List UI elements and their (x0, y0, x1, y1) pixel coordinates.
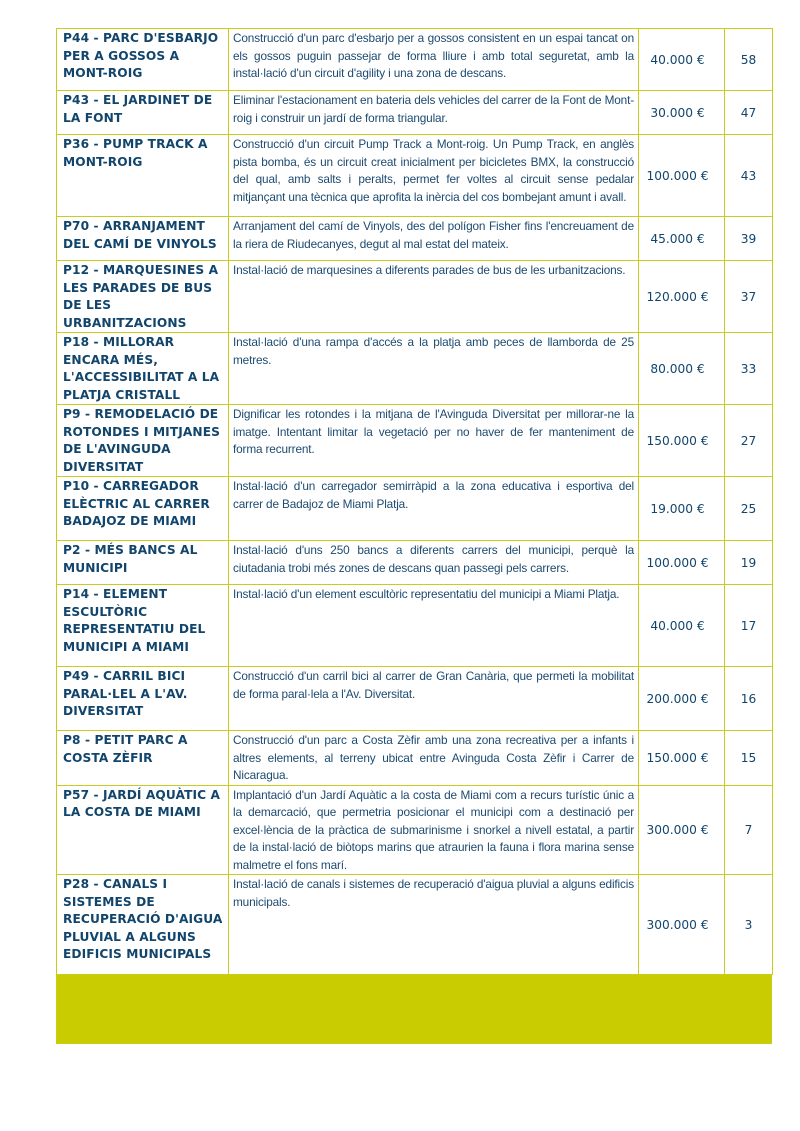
project-description: Instal·lació d'uns 250 bancs a diferents carrers del municipi, perquè la ciutadania trobi més zones de descans quan passegi pels carrers. (233, 543, 634, 575)
project-description: Dignificar les rotondes i la mitjana de l'Avinguda Diversitat per millorar-ne la imatge. Intentant limitar la vegetació per no haver de fer manteniment de forma recurrent. (233, 407, 634, 456)
project-votes: 3 (725, 875, 773, 975)
table-row (57, 477, 773, 541)
project-description-cell (229, 217, 639, 261)
project-description-cell (229, 29, 639, 91)
project-title-cell (57, 875, 229, 975)
project-description: Construcció d'un circuit Pump Track a Mont-roig. Un Pump Track, en anglès pista bomba, és un circuit creat inicialment per bicicletes BMX, la construcció del qual, amb salts i peralts, permet fer voltes al circuit sense pedalar mitjançant una tècnica que aprofita la inèrcia del cos bombejant amunt i avall. (233, 137, 634, 204)
project-votes: 37 (725, 261, 773, 333)
project-description: Instal·lació d'un carregador semirràpid a la zona educativa i esportiva del carrer de Badajoz de Miami Platja. (233, 479, 634, 511)
project-votes: 43 (725, 135, 773, 217)
project-title: P9 - REMODELACIÓ DE ROTONDES I MITJANES DE L'AVINGUDA DIVERSITAT (63, 407, 221, 474)
project-description: Instal·lació de canals i sistemes de recuperació d'aigua pluvial a alguns edificis municipals. (233, 877, 634, 909)
projects-table (56, 28, 773, 975)
project-votes: 17 (725, 585, 773, 667)
project-title-cell (57, 217, 229, 261)
project-title: P70 - ARRANJAMENT DEL CAMÍ DE VINYOLS (63, 219, 217, 251)
project-title-cell (57, 731, 229, 786)
project-title: P14 - ELEMENT ESCULTÒRIC REPRESENTATIU DEL MUNICIPI A MIAMI (63, 587, 206, 654)
project-title: P28 - CANALS I SISTEMES DE RECUPERACIÓ D'AIGUA PLUVIAL A ALGUNS EDIFICIS MUNICIPALS (63, 877, 223, 961)
project-amount: 100.000 € (639, 541, 725, 585)
project-description: Construcció d'un parc d'esbarjo per a gossos consistent en un espai tancat on els gossos puguin passejar de forma lliure i amb total seguretat, amb la instal·lació d'un circuit d'agility i una zona de descans. (233, 31, 634, 80)
project-title: P44 - PARC D'ESBARJO PER A GOSSOS A MONT-ROIG (63, 31, 219, 80)
project-title: P10 - CARREGADOR ELÈCTRIC AL CARRER BADAJOZ DE MIAMI (63, 479, 210, 528)
project-title-cell (57, 585, 229, 667)
project-title: P49 - CARRIL BICI PARAL·LEL A L'AV. DIVERSITAT (63, 669, 188, 718)
project-votes: 25 (725, 477, 773, 541)
project-description-cell (229, 541, 639, 585)
table-row (57, 135, 773, 217)
project-description-cell (229, 667, 639, 731)
project-amount: 200.000 € (639, 667, 725, 731)
project-description: Arranjament del camí de Vinyols, des del polígon Fisher fins l'encreuament de la riera de Riudecanyes, degut al mal estat del mateix. (233, 219, 634, 251)
project-title: P36 - PUMP TRACK A MONT-ROIG (63, 137, 208, 169)
project-title-cell (57, 405, 229, 477)
footer-color-band (56, 975, 772, 1044)
project-title-cell (57, 333, 229, 405)
project-votes: 47 (725, 91, 773, 135)
project-description-cell (229, 785, 639, 875)
project-description-cell (229, 731, 639, 786)
project-title-cell (57, 91, 229, 135)
project-votes: 7 (725, 785, 773, 875)
project-amount: 300.000 € (639, 875, 725, 975)
project-title: P43 - EL JARDINET DE LA FONT (63, 93, 213, 125)
project-amount: 100.000 € (639, 135, 725, 217)
project-votes: 27 (725, 405, 773, 477)
table-row (57, 91, 773, 135)
table-row (57, 405, 773, 477)
table-row (57, 217, 773, 261)
project-description-cell (229, 91, 639, 135)
project-title-cell (57, 541, 229, 585)
project-votes: 16 (725, 667, 773, 731)
project-title-cell (57, 667, 229, 731)
project-votes: 15 (725, 731, 773, 786)
project-description: Construcció d'un parc a Costa Zèfir amb una zona recreativa per a infants i altres elements, al terreny ubicat entre Avinguda Costa Zèfir i Carrer de Nicaragua. (233, 733, 634, 782)
project-title: P18 - MILLORAR ENCARA MÉS, L'ACCESSIBILITAT A LA PLATJA CRISTALL (63, 335, 220, 402)
project-amount: 120.000 € (639, 261, 725, 333)
table-row (57, 731, 773, 786)
project-title: P12 - MARQUESINES A LES PARADES DE BUS DE LES URBANITZACIONS (63, 263, 219, 330)
project-description-cell (229, 135, 639, 217)
project-amount: 30.000 € (639, 91, 725, 135)
project-title-cell (57, 261, 229, 333)
table-row (57, 585, 773, 667)
projects-table-container (56, 28, 772, 1044)
project-amount: 150.000 € (639, 731, 725, 786)
table-row (57, 785, 773, 875)
table-row (57, 875, 773, 975)
project-amount: 300.000 € (639, 785, 725, 875)
project-description-cell (229, 477, 639, 541)
project-description-cell (229, 333, 639, 405)
project-amount: 40.000 € (639, 585, 725, 667)
table-row (57, 261, 773, 333)
project-description: Implantació d'un Jardí Aquàtic a la costa de Miami com a recurs turístic únic a la demarcació, que permetria posicionar el municipi com a destinació per excel·lència de la pràctica de submarinisme i snorkel a nivell estatal, a partir de la instal·lació de biòtops marins que atraurien la fauna i flora marina sense malmetre el fons marí. (233, 787, 634, 872)
table-row (57, 541, 773, 585)
project-description: Instal·lació d'un element escultòric representatiu del municipi a Miami Platja. (233, 587, 620, 601)
project-amount: 19.000 € (639, 477, 725, 541)
project-amount: 40.000 € (639, 29, 725, 91)
project-title: P2 - MÉS BANCS AL MUNICIPI (63, 543, 198, 575)
project-description-cell (229, 261, 639, 333)
project-title-cell (57, 785, 229, 875)
project-votes: 39 (725, 217, 773, 261)
project-title-cell (57, 29, 229, 91)
project-title: P8 - PETIT PARC A COSTA ZÈFIR (63, 733, 188, 765)
project-title-cell (57, 135, 229, 217)
project-title: P57 - JARDÍ AQUÀTIC A LA COSTA DE MIAMI (63, 787, 221, 819)
table-row (57, 29, 773, 91)
project-votes: 19 (725, 541, 773, 585)
project-title-cell (57, 477, 229, 541)
project-description-cell (229, 405, 639, 477)
table-row (57, 333, 773, 405)
project-description: Instal·lació d'una rampa d'accés a la platja amb peces de llamborda de 25 metres. (233, 335, 634, 367)
project-description: Eliminar l'estacionament en bateria dels vehicles del carrer de la Font de Mont-roig i construir un jardí de forma triangular. (233, 93, 634, 125)
project-votes: 33 (725, 333, 773, 405)
project-votes: 58 (725, 29, 773, 91)
project-amount: 80.000 € (639, 333, 725, 405)
project-description-cell (229, 875, 639, 975)
table-row (57, 667, 773, 731)
project-amount: 45.000 € (639, 217, 725, 261)
project-description: Instal·lació de marquesines a diferents parades de bus de les urbanitzacions. (233, 263, 626, 277)
project-amount: 150.000 € (639, 405, 725, 477)
project-description-cell (229, 585, 639, 667)
project-description: Construcció d'un carril bici al carrer de Gran Canària, que permeti la mobilitat de forma paral·lela a l'Av. Diversitat. (233, 669, 634, 701)
